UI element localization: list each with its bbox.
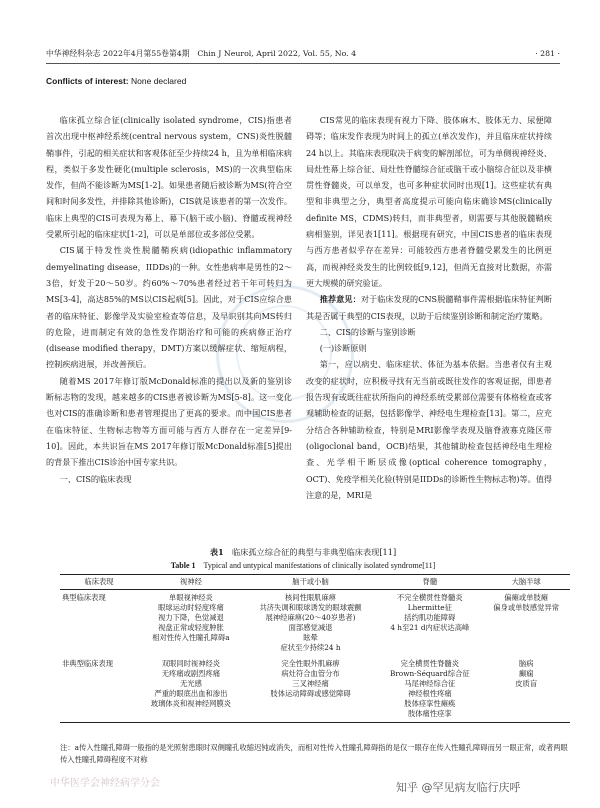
table-caption-zh <box>46 547 560 558</box>
cell-line: 4 h至21 d内症状达高峰 <box>390 623 470 632</box>
coi-text: None declared <box>128 76 187 86</box>
subsection-heading: (一)诊断原则 <box>319 343 367 354</box>
cell-line: 肢体痉挛性瘫痪 <box>404 699 456 708</box>
table-cell <box>377 590 482 657</box>
table-label-zh: 表1 <box>209 547 224 557</box>
cell-line: 偏瘫或单肢瘫 <box>504 593 549 602</box>
cell-line: 三叉神经痛 <box>292 679 329 688</box>
table-cell <box>138 656 244 723</box>
section-heading: 一、CIS的临床表现 <box>59 473 132 484</box>
cell-line: Brown-Séquard综合征 <box>389 669 470 678</box>
page-number: · 281 · <box>535 48 560 58</box>
paragraph: CIS常见的临床表现有视力下降、肢体麻木、肢体无力、尿便障碍等；临床发作表现为时间上的孤立(单次发作)，并且临床症状持续24 h以上。其临床表现取决于病变的解剖部位，可为单侧视神经炎、局灶性幕上综合征、局灶性脊髓综合征或脑干或小脑综合征以及非横贯性脊髓炎，可以单发，也可多种症状同时出现[1]。这些症状有典型和非典型之分，典型者高度提示可能向临床确诊MS(clinically definite MS，CDMS)转归，而非典型者，则需要与其他脱髓鞘疾病相鉴别，详见表1[11]。根据现有研究，中国CIS患者的临床表现与西方患者似乎存在差异：可能较西方患者脊髓受累发生的比例更高，而视神经炎发生的比例较低[9,12]，但尚无直接对比数据，亦需更大规模的研究验证。 <box>306 115 552 288</box>
cell-line: 眩晕 <box>303 633 318 642</box>
cell-line: 单眼视神经炎 <box>169 593 213 602</box>
table-row <box>60 656 570 723</box>
coi-label: Conflicts of interest: <box>46 76 129 86</box>
row-category: 典型临床表现 <box>62 593 106 602</box>
cell-line: 无疼痛或剧烈疼痛 <box>161 669 221 678</box>
table-header-row <box>60 575 570 590</box>
cell-line: 括约肌功能障碍 <box>404 613 456 622</box>
cell-line: 眼球运动时轻度疼痛 <box>158 603 224 612</box>
right-column <box>306 112 552 503</box>
column-header: 视神经 <box>138 575 244 590</box>
recommendation-label: 推荐意见： <box>319 294 361 305</box>
paragraph: 第一，应以病史、临床症状、体征为基本依据。当患者仅有主观改变的症状时，应积极寻找有无当前或既往发作的客观证据，即患者报告现有或既往症状所指向的神经系统受累部位需要有体格检查或客观辅助检查的证据，包括影像学、神经电生理检查[13]。第二，应充分结合各种辅助检查，特别是MRI影像学表现及脑脊液寡克隆区带(oligoclonal band，OCB)结果，其他辅助检查包括神经电生理检查、光学相干断层成像(optical coherence tomography，OCT)、免疫学相关化验(特别是IIDDs的诊断性生物标志物)等。值得注意的是，MRI是 <box>306 359 552 500</box>
cell-line: 共济失调和眼球诱发的眼球震颤 <box>259 603 362 612</box>
paragraph: 随着MS 2017年修订版McDonald标准的提出以及新的鉴别诊断标志物的发现，越来越多的CIS患者被诊断为MS[5-8]。这一变化也对CIS的准确诊断和患者管理提出了更高的要求。而中国CIS患者在临床特征、生物标志物等方面可能与西方人群存在一定差异[9-10]。因此，本共识旨在MS 2017年修订版McDonald标准[5]提出的背景下推出CIS诊治中国专家共识。 <box>46 375 292 468</box>
table-title-en: Typical and untypical manifestations of clinically isolated syndrome[11] <box>203 561 436 570</box>
cell-line: 马尾神经综合征 <box>404 679 456 688</box>
paragraph: 临床孤立综合征(clinically isolated syndrome，CIS)指患者首次出现中枢神经系统(central nervous system，CNS)炎性脱髓鞘事件，引起的相关症状和客观体征至少持续24 h，且为单相临床病程，类似于多发性硬化(multiple sclerosis，MS)的一次典型临床发作，但尚不能诊断为MS[1-2]。如果患者随后被诊断为MS(符合空间和时间多发性，并排除其他诊断)，CIS就是该患者的第一次发作。临床上典型的CIS可表现为幕上、幕下(脑干或小脑)、脊髓或视神经受累所引起的临床症状[1-2]，可以是单部位或多部位受累。 <box>46 115 292 240</box>
cell-line: 肢体运动障碍或感觉障碍 <box>270 689 351 698</box>
column-header: 脑干或小脑 <box>244 575 377 590</box>
society-seal-text: 中华医学会神经病学分会 <box>50 778 160 789</box>
conflict-of-interest <box>46 76 186 86</box>
cell-line: 无光感 <box>179 679 202 688</box>
cell-line: 癫痫 <box>518 669 534 678</box>
recommendation-text: 对于临床发现的CNS脱髓鞘事件需根据临床特征判断其是否属于典型的CIS表现，以助于后续鉴别诊断和制定治疗策略。 <box>306 294 552 321</box>
table-cell <box>482 590 570 657</box>
cell-line: 双眼同时视神经炎 <box>161 659 221 668</box>
table-cell <box>138 590 244 657</box>
recommendation <box>306 291 552 324</box>
cell-line: 完全性眼外肌麻痹 <box>281 659 340 668</box>
column-header: 临床表现 <box>60 575 138 590</box>
cell-line: 皮质盲 <box>515 679 538 688</box>
journal-citation: 中华神经科杂志 2022年4月第55卷第4期 Chin J Neurol, April 2022, Vol. 55, No. 4 <box>46 48 357 58</box>
watermark-text: 知乎 @罕见病友临行庆呼 <box>396 781 521 794</box>
left-column <box>46 112 292 487</box>
paragraph: CIS属于特发性炎性脱髓鞘疾病(idiopathic inflammatory demyelinating disease，IIDDs)的一种。女性患病率是男性的2～3倍，好发于20～50岁。约60%～70%患者经过若干年可转归为MS[3-4]，高达85%的MS以CIS起病[5]。因此，对于CIS应综合患者的临床特征、影像学及实验室检查等信息，及早识别其向MS转归的危险，进而制定有效的急性发作期治疗和可能的疾病修正治疗(disease modified therapy，DMT)方案以缓解症状、缩短病程，控制疾病进展，并改善预后。 <box>46 245 292 370</box>
running-header <box>46 46 560 64</box>
table-cell <box>482 656 570 723</box>
cell-line: 病灶符合血管分布 <box>281 669 340 678</box>
table-title-zh: 临床孤立综合征的典型与非典型临床表现[11] <box>231 547 397 557</box>
cell-line: 完全横贯性脊髓炎 <box>400 659 460 668</box>
cell-line: 玻璃体炎和视神经网膜炎 <box>150 699 232 708</box>
table-cell <box>244 590 377 657</box>
cell-line: 脑病 <box>518 659 534 668</box>
table-footnote: 注：a传入性瞳孔障碍一般指的是光照射患眼时双侧瞳孔收缩迟钝或消失，而相对性传入性瞳孔障碍指的是仅一眼存在传入性瞳孔障碍而另一眼正常，或者两眼传入性瞳孔障碍程度不对称 <box>60 743 568 764</box>
cell-line: 偏身或单肢感觉异常 <box>493 603 560 612</box>
table-caption-en <box>46 560 560 571</box>
cell-line: 肢体痛性痉挛 <box>407 709 452 718</box>
row-category: 非典型临床表现 <box>60 656 138 723</box>
table-row <box>60 590 570 657</box>
platform-watermark <box>396 779 521 795</box>
table-cell <box>377 656 482 723</box>
cell-line: 神经根性疼痛 <box>407 689 452 698</box>
section-heading: 二、CIS的诊断与鉴别诊断 <box>319 326 416 337</box>
cell-line: 严重的眼底出血和渗出 <box>154 689 228 698</box>
cell-line: 症状至少持续24 h <box>280 643 341 652</box>
column-header: 大脑半球 <box>482 575 570 590</box>
cell-line: 视力下降，色觉减退 <box>158 613 224 622</box>
column-header: 脊髓 <box>377 575 482 590</box>
cell-line: 核间性眼肌麻痹 <box>285 593 337 602</box>
cell-line: 视盘正常或轻度肿胀 <box>158 623 224 632</box>
cell-line: 展神经麻痹(20～40岁患者) <box>265 613 356 622</box>
cell-line: 不完全横贯性脊髓炎 <box>396 593 463 602</box>
cell-line: 面部感觉减退 <box>288 623 333 632</box>
table-cell <box>244 656 377 723</box>
table-label-en: Table 1 <box>170 561 196 570</box>
cell-line: Lhermitte征 <box>407 603 452 612</box>
cell-line: 相对性传入性瞳孔障碍a <box>152 633 230 642</box>
manifestations-table <box>60 574 570 723</box>
